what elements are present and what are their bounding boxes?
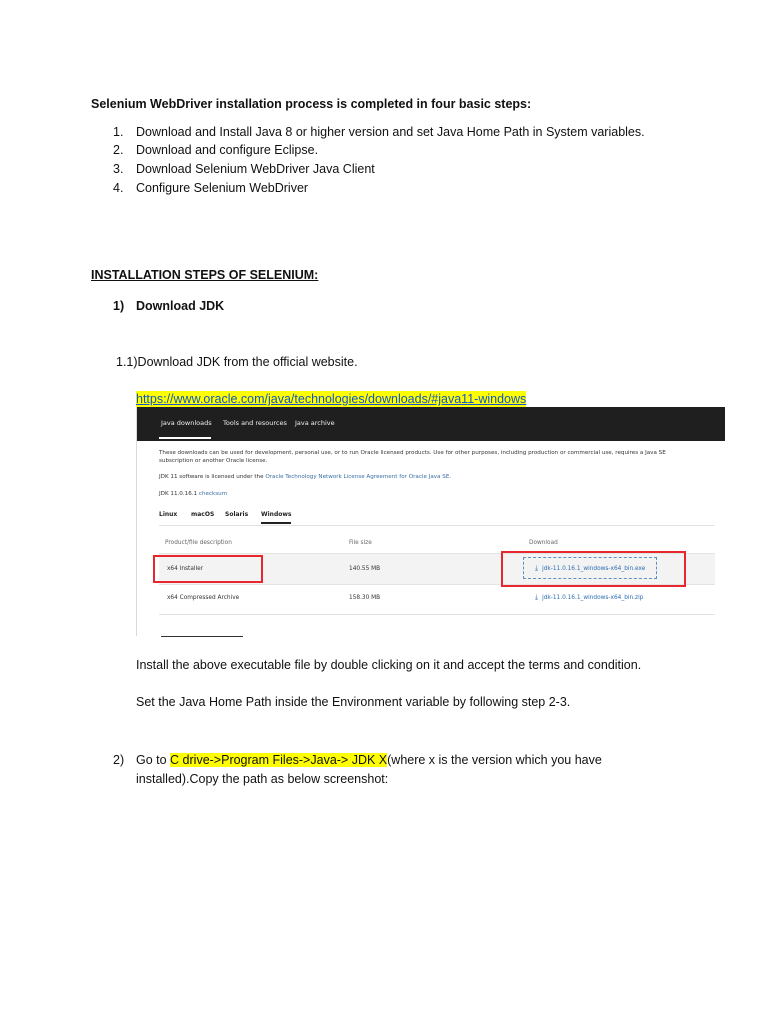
list-number: 3. [113,162,124,176]
tab-java-downloads: Java downloads [161,419,212,427]
download-filename: jdk-11.0.16.1_windows-x64_bin.exe [542,566,646,572]
step2-prefix: Go to [136,753,171,767]
step2-number: 2) [113,753,125,767]
step1-number: 1) [113,299,125,313]
os-tab-linux: Linux [159,511,178,518]
download-icon: ⤓ [535,593,539,601]
row-file-size: 158.30 MB [349,595,381,601]
install-instruction: Install the above executable file by double clicking on it and accept the terms and condition. [136,658,642,672]
row-description: x64 Installer [167,566,204,572]
screenshot-nav-bar [137,407,725,441]
download-filename: jdk-11.0.16.1_windows-x64_bin.zip [542,595,644,601]
step2-suffix: (where x is the version which you have [387,753,602,767]
list-item: Download and configure Eclipse. [136,143,319,157]
os-tab-windows: Windows [261,511,292,518]
download-link-zip [535,593,643,602]
list-item: Download Selenium WebDriver Java Client [136,162,375,176]
checksum-link: checksum [198,491,228,497]
list-item: Download and Install Java 8 or higher version and set Java Home Path in System variables. [136,125,645,139]
license-link: Oracle Technology Network License Agreement for Oracle Java SE. [265,474,452,480]
step2-line2: installed).Copy the path as below screenshot: [136,772,389,786]
list-number: 1. [113,125,124,139]
sub-step-text: 1.1)Download JDK from the official website. [116,355,358,369]
underline-rule [161,636,243,637]
tab-java-archive: Java archive [295,419,335,427]
list-number: 4. [113,181,124,195]
doc-heading: Selenium WebDriver installation process is completed in four basic steps: [91,97,532,111]
red-highlight-box [153,555,263,583]
red-highlight-box [501,551,686,587]
version-prefix: JDK 11.0.16.1 [159,491,199,497]
row-file-size: 140.55 MB [349,566,381,572]
license-prefix: JDK 11 software is licensed under the [159,474,266,480]
header-file-size: File size [349,540,372,546]
list-item: Configure Selenium WebDriver [136,181,309,195]
step2-path-highlight: C drive->Program Files->Java-> JDK X [170,753,388,767]
license-text [159,473,451,481]
path-instruction: Set the Java Home Path inside the Environment variable by following step 2-3. [136,695,571,709]
oracle-download-screenshot [136,407,725,636]
os-tab-underline [261,522,291,524]
divider [159,525,715,526]
section-title: INSTALLATION STEPS OF SELENIUM: [91,268,319,282]
os-tab-macos: macOS [191,511,215,518]
version-text [159,490,227,498]
oracle-download-link[interactable]: https://www.oracle.com/java/technologies/downloads/#java11-windows [136,392,527,406]
intro-text: These downloads can be used for development, personal use, or to run Oracle licensed products. Use for other purposes, including production or commercial use, requires a Java SE [159,450,666,456]
active-tab-underline [159,437,211,439]
download-icon: ⤓ [535,564,539,572]
divider [159,614,715,615]
header-description: Product/file description [165,540,232,546]
os-tab-solaris: Solaris [225,511,249,518]
step2-text [136,752,602,768]
tab-tools-resources: Tools and resources [223,419,287,427]
row-description: x64 Compressed Archive [167,595,240,601]
intro-text: subscription or another Oracle license. [159,458,268,464]
list-number: 2. [113,143,124,157]
header-download: Download [529,540,558,546]
step1-title: Download JDK [136,299,225,313]
